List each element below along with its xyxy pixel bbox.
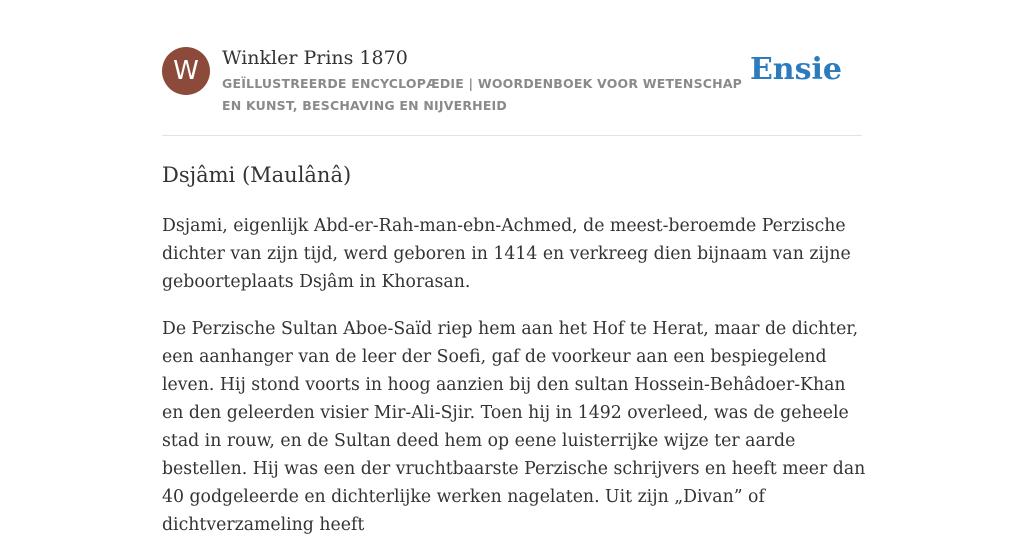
ensie-logo-link[interactable]: Ensie [749, 52, 842, 87]
article-paragraph: Dsjami, eigenlijk Abd-er-Rah-man-ebn-Achmed, de meest-beroemde Perzische dichter van zijn tijd, werd geboren in 1414 en verkreeg dien bijnaam van zijne geboorteplaats Dsjâm in Khorasan. [162, 216, 851, 292]
source-title[interactable]: Winkler Prins 1870 [222, 47, 408, 69]
source-avatar[interactable]: W [162, 47, 210, 95]
source-header [162, 46, 862, 136]
source-subtitle: GEÏLLUSTREERDE ENCYCLOPÆDIE | WOORDENBOEK VOOR WETENSCHAP EN KUNST, BESCHAVING EN NIJVERHEID [222, 76, 743, 113]
header-divider [162, 135, 862, 136]
article-body [162, 212, 867, 558]
article-paragraph: De Perzische Sultan Aboe-Saïd riep hem aan het Hof te Herat, maar de dichter, een aanhanger van de leer der Soefi, gaf de voorkeur aan een bespiegelend leven. Hij stond voorts in hoog aanzien bij den sultan Hossein-Behâdoer-Khan en den geleerden visier Mir-Ali-Sjir. Toen hij in 1492 overleed, was de geheele stad in rouw, en de Sultan deed hem op eene luisterrijke wijze ter aarde bestellen. Hij was een der vruchtbaarste Perzische schrijvers en heeft meer dan 40 godgeleerde en dichterlijke werken nagelaten. Uit zijn „Divan” of dichtverzameling heeft [162, 319, 866, 535]
article-title: Dsjâmi (Maulânâ) [162, 163, 352, 187]
